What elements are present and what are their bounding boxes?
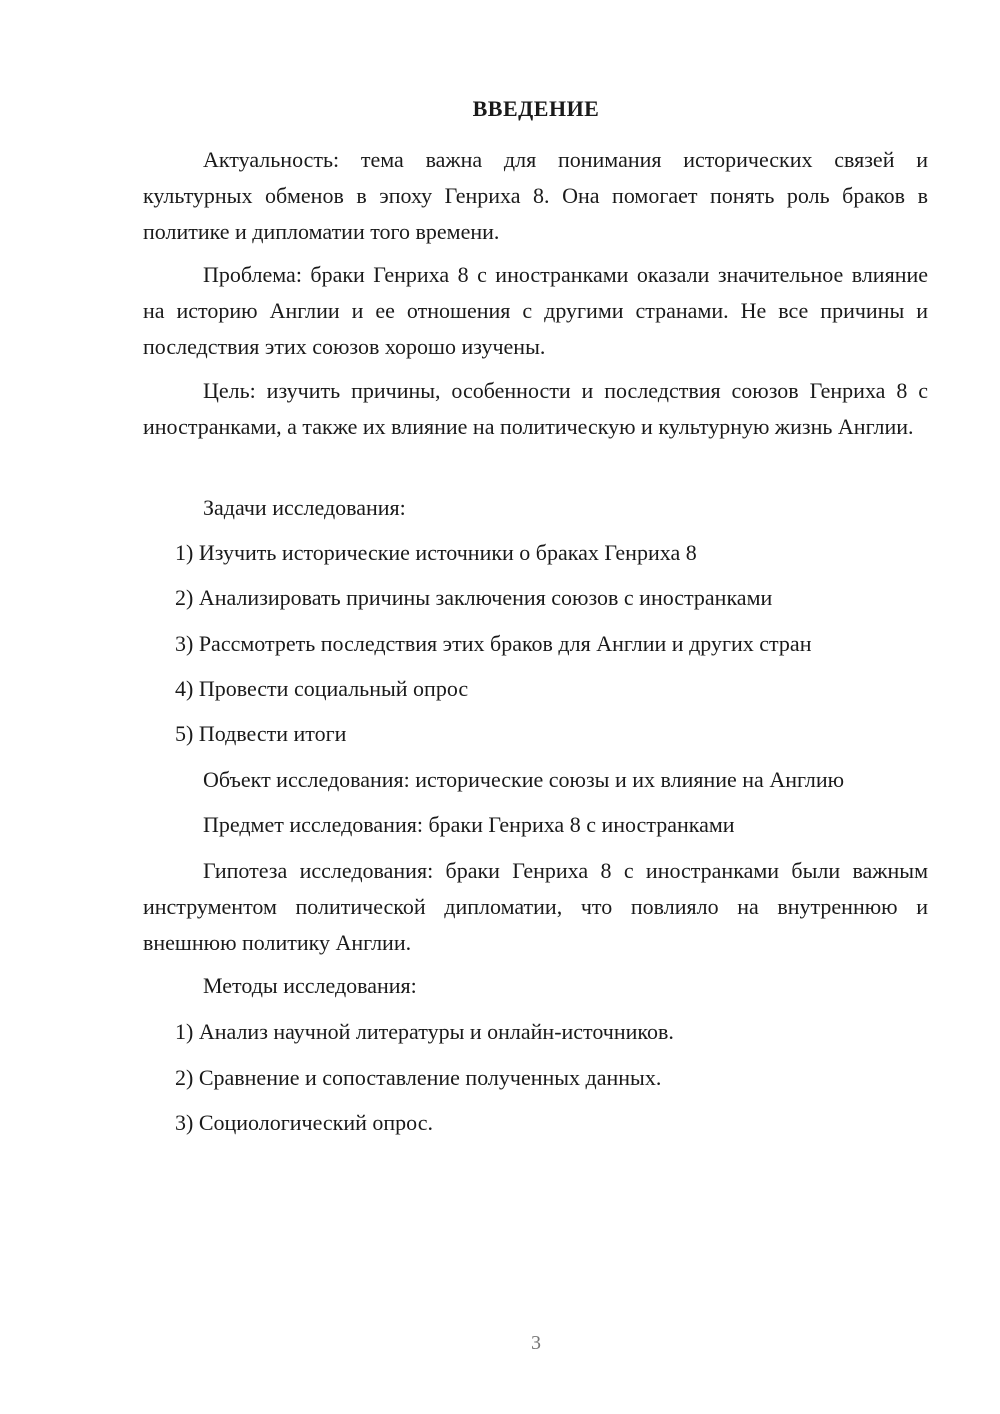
goal-block — [143, 373, 928, 445]
task-item: 3) Рассмотреть последствия этих браков для Англии и других стран — [175, 631, 812, 656]
method-item: 3) Социологический опрос. — [175, 1110, 433, 1135]
hypothesis-paragraph: Гипотеза исследования: браки Генриха 8 с иностранками были важным инструментом политической дипломатии, что повлияло на внутреннюю и внешнюю политику Англии. — [143, 858, 928, 955]
research-subject: Предмет исследования: браки Генриха 8 с иностранками — [203, 812, 735, 837]
task-item: 1) Изучить исторические источники о браках Генриха 8 — [175, 540, 697, 565]
task-item: 5) Подвести итоги — [175, 721, 347, 746]
method-item: 2) Сравнение и сопоставление полученных данных. — [175, 1065, 662, 1090]
research-object: Объект исследования: исторические союзы и их влияние на Англию — [203, 767, 845, 792]
relevance-block — [143, 142, 928, 250]
page-title: ВВЕДЕНИЕ — [472, 96, 600, 121]
task-item: 4) Провести социальный опрос — [175, 676, 469, 701]
tasks-heading: Задачи исследования: — [203, 495, 406, 520]
problem-block — [143, 257, 928, 365]
page-number: 3 — [531, 1332, 541, 1354]
problem-paragraph: Проблема: браки Генриха 8 с иностранками оказали значительное влияние на историю Англии и ее отношения с другими странами. Не все причины и последствия этих союзов хорошо изучены. — [143, 262, 928, 359]
relevance-paragraph: Актуальность: тема важна для понимания исторических связей и культурных обменов в эпоху Генриха 8. Она помогает понять роль браков в политике и дипломатии того времени. — [143, 147, 928, 244]
hypothesis-block — [143, 853, 928, 961]
methods-heading: Методы исследования: — [203, 973, 417, 998]
task-item: 2) Анализировать причины заключения союзов с иностранками — [175, 585, 773, 610]
method-item: 1) Анализ научной литературы и онлайн-источников. — [175, 1019, 674, 1044]
goal-paragraph: Цель: изучить причины, особенности и последствия союзов Генриха 8 с иностранками, а также их влияние на политическую и культурную жизнь Англии. — [143, 378, 928, 439]
